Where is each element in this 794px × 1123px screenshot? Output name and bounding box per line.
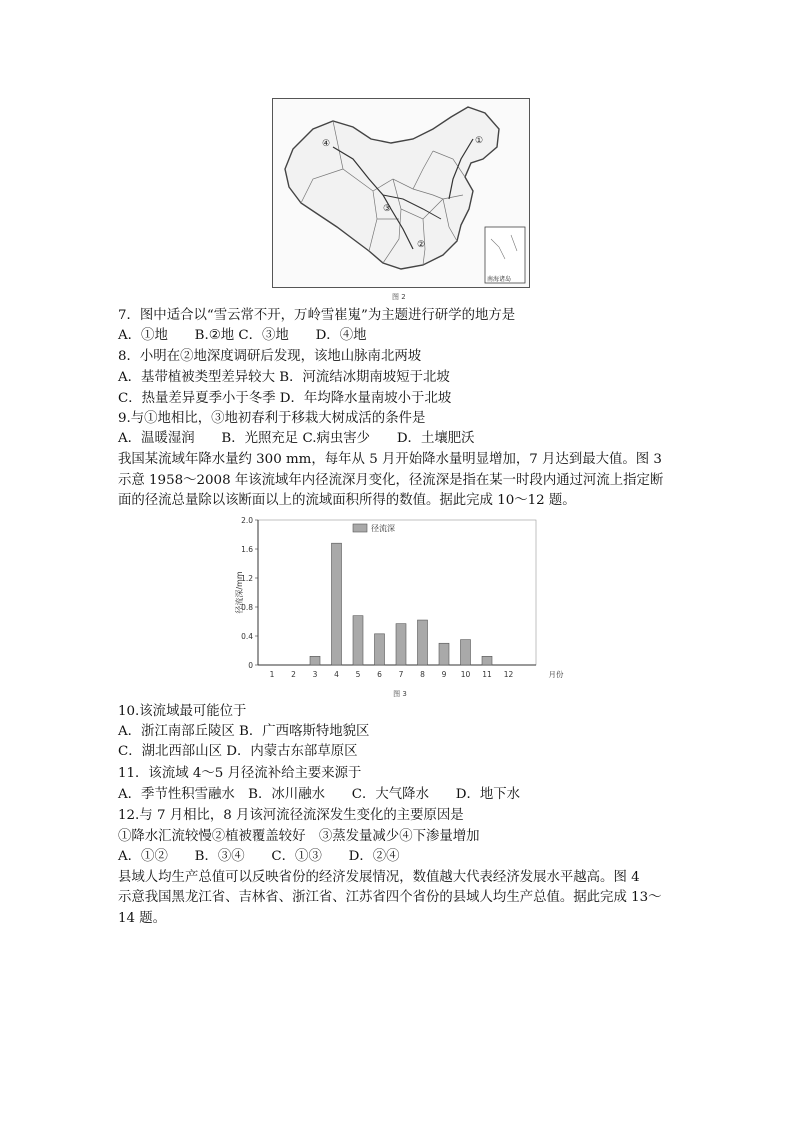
passage-10-12-line-1: 我国某流域年降水量约 300 mm，每年从 5 月开始降水量明显增加，7 月达到最大值。图 3 <box>118 452 662 467</box>
marker-1: ① <box>475 136 484 146</box>
question-8: 8．小明在②地深度调研后发现，该地山脉南北两坡 <box>118 349 422 364</box>
figure3-chart <box>231 512 569 702</box>
marker-4: ④ <box>322 139 331 149</box>
y-axis-label: 径流深/mm <box>235 571 244 614</box>
x-tick-label: 10 <box>460 670 471 679</box>
y-tick-label: 2.0 <box>241 516 253 525</box>
y-tick-label: 1.6 <box>241 545 253 554</box>
bar-month-6 <box>375 634 385 665</box>
bar-month-9 <box>439 643 449 665</box>
bar-month-3 <box>310 656 320 665</box>
question-12-options: A．①② B．③④ C．①③ D．②④ <box>118 849 400 864</box>
passage-10-12-line-2: 示意 1958～2008 年该流域年内径流深月变化，径流深是指在某一时段内通过河流上指定断 <box>118 473 664 488</box>
y-tick-label: 0 <box>248 661 253 670</box>
marker-3: ③ <box>383 204 392 214</box>
bar-month-10 <box>461 640 471 665</box>
bar-month-11 <box>482 656 492 665</box>
question-7-options: A．①地 B.②地 C．③地 D．④地 <box>118 328 367 343</box>
passage-13-14-line-2: 示意我国黑龙江省、吉林省、浙江省、江苏省四个省份的县域人均生产总值。据此完成 13～ <box>118 890 662 905</box>
question-11-options: A．季节性积雪融水 B．冰川融水 C．大气降水 D．地下水 <box>118 787 521 802</box>
x-tick-label: 4 <box>334 670 339 679</box>
y-tick-label: 0.8 <box>241 603 253 612</box>
x-tick-label: 2 <box>291 670 296 679</box>
runoff-bar-chart <box>231 512 569 702</box>
x-tick-label: 7 <box>398 670 404 679</box>
question-9-options: A．温暖湿润 B．光照充足 C.病虫害少 D．土壤肥沃 <box>118 431 475 446</box>
question-8-options-ab: A．基带植被类型差异较大 B．河流结冰期南坡短于北坡 <box>118 370 450 385</box>
bar-month-4 <box>332 543 342 665</box>
x-tick-label: 3 <box>312 670 318 679</box>
legend-label: 径流深 <box>371 524 395 533</box>
china-map-drawing <box>273 99 529 287</box>
question-12: 12.与 7 月相比，8 月该河流径流深发生变化的主要原因是 <box>118 808 464 823</box>
question-9: 9.与①地相比，③地初春利于移栽大树成活的条件是 <box>118 411 426 426</box>
question-8-options-cd: C．热量差异夏季小于冬季 D．年均降水量南坡小于北坡 <box>118 391 452 406</box>
passage-13-14-line-1: 县域人均生产总值可以反映省份的经济发展情况，数值越大代表经济发展水平越高。图 4 <box>118 870 640 885</box>
passage-10-12-line-3: 面的径流总量除以该断面以上的流域面积所得的数值。据此完成 10～12 题。 <box>118 493 576 508</box>
figure3-caption: 图 3 <box>393 690 407 698</box>
marker-2: ② <box>417 240 426 250</box>
x-axis-label: 月份 <box>548 670 564 679</box>
x-tick-label: 11 <box>482 670 492 679</box>
question-7: 7．图中适合以“雪云常不开，万岭雪崔嵬”为主题进行研学的地方是 <box>118 308 516 323</box>
question-10: 10.该流域最可能位于 <box>118 704 247 719</box>
figure2-caption: 图 2 <box>392 293 406 301</box>
x-tick-label: 5 <box>355 670 361 679</box>
question-12-items: ①降水汇流较慢②植被覆盖较好 ③蒸发量减少④下渗量增加 <box>118 829 480 844</box>
bar-month-8 <box>418 620 428 665</box>
question-10-options-ab: A．浙江南部丘陵区 B．广西喀斯特地貌区 <box>118 724 370 739</box>
bar-month-5 <box>353 616 363 665</box>
x-tick-label: 8 <box>420 670 425 679</box>
legend-swatch <box>353 524 367 532</box>
x-tick-label: 9 <box>441 670 447 679</box>
x-tick-label: 12 <box>503 670 514 679</box>
inset-label: 南海诸岛 <box>487 276 512 283</box>
y-tick-label: 1.2 <box>241 574 253 583</box>
x-tick-label: 1 <box>269 670 275 679</box>
china-map-figure <box>272 98 530 288</box>
inset-box <box>485 227 525 283</box>
question-10-options-cd: C．湖北西部山区 D．内蒙古东部草原区 <box>118 744 358 759</box>
x-tick-label: 6 <box>377 670 382 679</box>
question-11: 11．该流域 4～5 月径流补给主要来源于 <box>118 766 362 781</box>
passage-13-14-line-3: 14 题。 <box>118 911 167 926</box>
bar-month-7 <box>396 624 406 665</box>
y-tick-label: 0.4 <box>241 632 253 641</box>
